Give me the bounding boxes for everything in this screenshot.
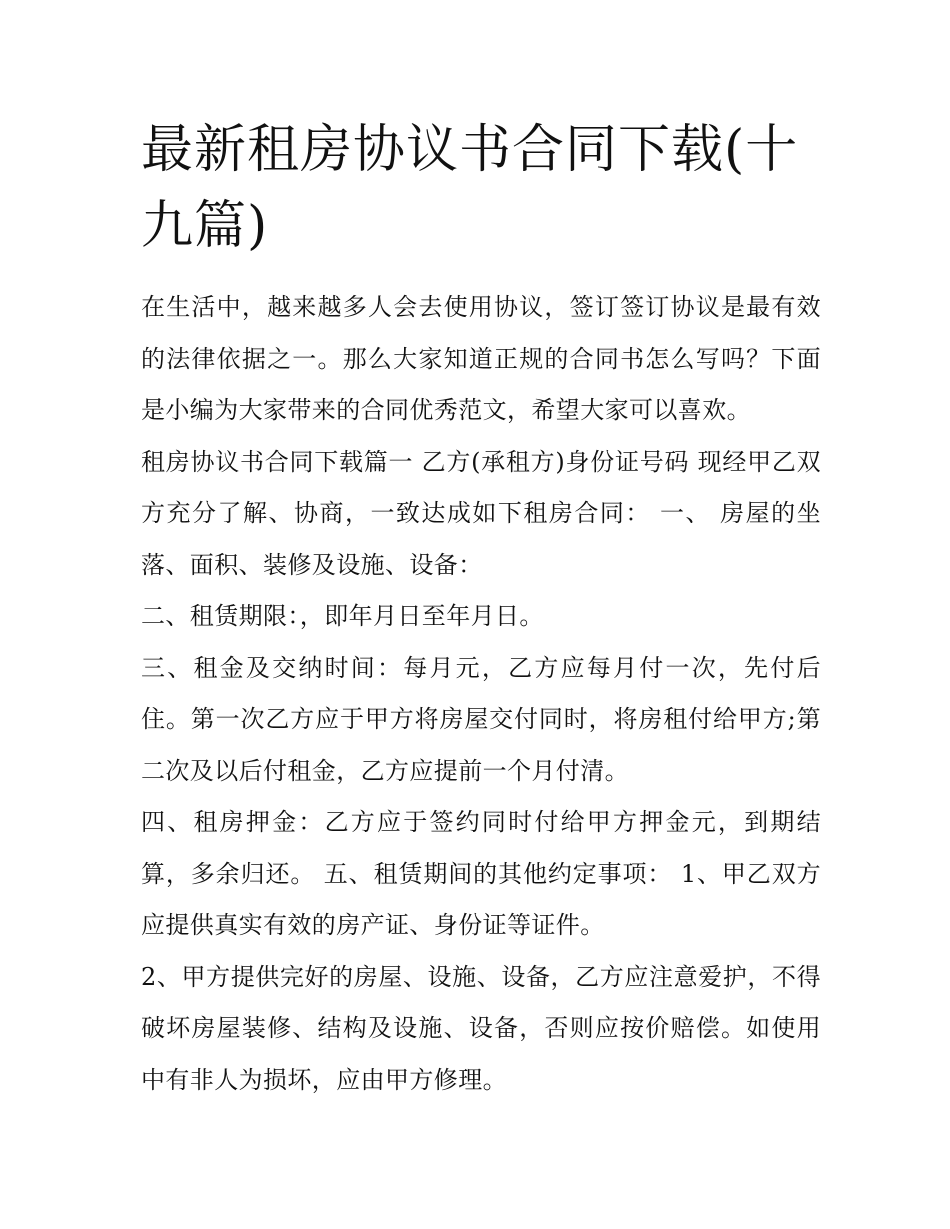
rent-payment-paragraph: 三、租金及交纳时间：每月元，乙方应每月付一次，先付后住。第一次乙方应于甲方将房屋交付同时，将房租付给甲方;第二次及以后付租金，乙方应提前一个月付清。 [141, 653, 821, 785]
document-page [141, 112, 821, 1106]
lease-term-paragraph: 二、租赁期限：，即年月日至年月日。 [141, 602, 544, 630]
document-title: 最新租房协议书合同下载(十九篇) [141, 120, 799, 256]
facilities-paragraph: 2、甲方提供完好的房屋、设施、设备，乙方应注意爱护，不得破坏房屋装修、结构及设施、设备，否则应按价赔偿。如使用中有非人为损坏，应由甲方修理。 [141, 962, 821, 1094]
deposit-paragraph: 四、租房押金：乙方应于签约同时付给甲方押金元，到期结算，多余归还。 五、租赁期间的其他约定事项： 1、甲乙双方应提供真实有效的房产证、身份证等证件。 [141, 808, 821, 939]
article-one-paragraph: 租房协议书合同下载篇一 乙方(承租方)身份证号码 现经甲乙双方充分了解、协商，一致达成如下租房合同： 一、 房屋的坐落、面积、装修及设施、设备： [141, 447, 821, 579]
intro-paragraph: 在生活中，越来越多人会去使用协议，签订签订协议是最有效的法律依据之一。那么大家知道正规的合同书怎么写吗？下面是小编为大家带来的合同优秀范文，希望大家可以喜欢。 [141, 293, 821, 424]
document-body [141, 282, 821, 1106]
